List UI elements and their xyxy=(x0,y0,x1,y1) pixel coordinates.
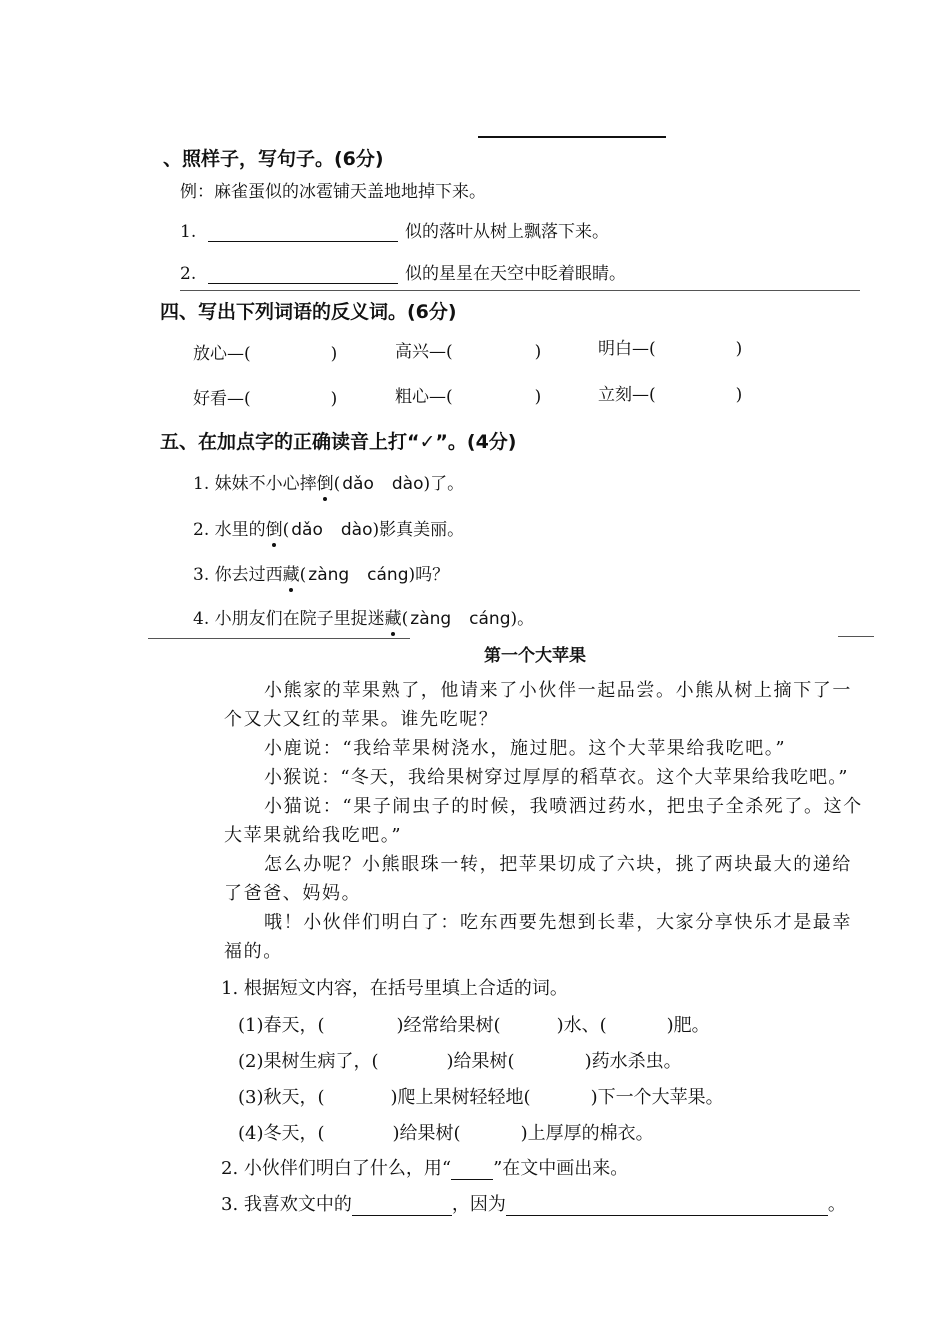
question-text: 3. 我喜欢文中的 xyxy=(221,1194,352,1215)
antonym-word: 粗心 xyxy=(395,387,429,407)
fill-text: (4)冬天，( xyxy=(238,1123,325,1144)
item-number: 2. xyxy=(180,264,197,284)
answer-blank[interactable] xyxy=(208,263,398,284)
question-3 xyxy=(221,1190,846,1216)
question-2 xyxy=(221,1154,628,1180)
fill-text: )上厚厚的棉衣。 xyxy=(520,1123,654,1144)
antonym-open: —( xyxy=(632,385,656,405)
dotted-character: 倒 xyxy=(266,515,283,540)
fill-text: )水、( xyxy=(556,1015,607,1036)
section3-item-2 xyxy=(180,259,626,284)
antonym-close: ) xyxy=(534,342,542,362)
section3-item-1 xyxy=(180,217,609,242)
pinyin-item-4 xyxy=(193,604,534,629)
top-rule xyxy=(478,136,666,138)
antonym-item-5 xyxy=(395,382,541,407)
sentence-start: 1. 妹妹不小心摔 xyxy=(193,474,317,494)
antonym-word: 立刻 xyxy=(598,385,632,405)
fill-text: )经常给果树( xyxy=(396,1015,501,1036)
paragraph-text: 怎么办呢？小熊眼珠一转，把苹果切成了六块，挑了两块最大的递给了爸爸、妈妈。 xyxy=(224,854,852,904)
question-1-item-4 xyxy=(238,1119,654,1145)
item-number: 1. xyxy=(180,222,197,242)
sentence-end: )。 xyxy=(510,609,535,629)
fill-text: )药水杀虫。 xyxy=(584,1051,682,1072)
paragraph-text: 小熊家的苹果熟了，他请来了小伙伴一起品尝。小熊从树上摘下了一个又大又红的苹果。谁先吃呢？ xyxy=(224,680,852,730)
question-text: ，因为 xyxy=(451,1194,506,1215)
dotted-character: 藏 xyxy=(283,560,300,585)
pinyin-item-1 xyxy=(193,469,464,494)
antonym-word: 高兴 xyxy=(395,342,429,362)
section3-title: 、照样子，写句子。(6分) xyxy=(163,148,384,170)
fill-text: )爬上果树轻轻地( xyxy=(390,1087,531,1108)
antonym-item-1 xyxy=(193,339,337,364)
antonym-close: ) xyxy=(735,339,743,359)
paren-open: ( xyxy=(333,474,341,494)
pinyin-item-2 xyxy=(193,515,464,540)
sentence-end: )了。 xyxy=(423,474,465,494)
pinyin-option[interactable]: dǎo xyxy=(291,520,323,540)
question-1-item-3 xyxy=(238,1083,724,1109)
dotted-character: 倒 xyxy=(317,469,334,494)
antonym-item-3 xyxy=(598,334,742,359)
question-1-item-1 xyxy=(238,1011,710,1037)
pinyin-option[interactable]: zàng xyxy=(308,565,350,585)
antonym-open: —( xyxy=(429,342,453,362)
antonym-close: ) xyxy=(534,387,542,407)
section5-title: 五、在加点字的正确读音上打“✓”。(4分) xyxy=(160,431,517,453)
story-paragraph-3 xyxy=(224,763,864,792)
fill-text: (2)果树生病了，( xyxy=(238,1051,379,1072)
question-text: ”在文中画出来。 xyxy=(493,1158,629,1179)
fill-text: )下一个大苹果。 xyxy=(590,1087,724,1108)
answer-blank[interactable] xyxy=(352,1195,452,1216)
paren-open: ( xyxy=(282,520,290,540)
antonym-item-4 xyxy=(193,384,337,409)
sentence-end: )吗？ xyxy=(408,565,450,585)
antonym-item-2 xyxy=(395,337,541,362)
question-1-item-2 xyxy=(238,1047,682,1073)
question-text: 。 xyxy=(827,1194,846,1215)
sentence-start: 3. 你去过西 xyxy=(193,565,283,585)
antonym-word: 放心 xyxy=(193,344,227,364)
antonym-item-6 xyxy=(598,380,742,405)
antonym-close: ) xyxy=(735,385,743,405)
answer-blank[interactable] xyxy=(208,221,398,242)
pinyin-option[interactable]: dào xyxy=(340,520,373,540)
section-divider xyxy=(180,290,860,291)
fill-text: )肥。 xyxy=(666,1015,710,1036)
story-paragraph-2 xyxy=(224,734,864,763)
story-divider-right xyxy=(838,636,874,637)
antonym-open: —( xyxy=(429,387,453,407)
question-text: 2. 小伙伴们明白了什么，用“ xyxy=(221,1158,452,1179)
paren-open: ( xyxy=(401,609,409,629)
story-paragraph-1 xyxy=(224,676,864,734)
antonym-word: 明白 xyxy=(598,339,632,359)
paragraph-text: 哦！小伙伴们明白了：吃东西要先想到长辈，大家分享快乐才是最幸福的。 xyxy=(224,912,852,962)
story-paragraph-6 xyxy=(224,908,864,966)
answer-blank[interactable] xyxy=(506,1195,828,1216)
pinyin-option[interactable]: cáng xyxy=(367,565,409,585)
pinyin-option[interactable]: cáng xyxy=(469,609,511,629)
sentence-start: 2. 水里的 xyxy=(193,520,266,540)
paragraph-text: 小鹿说：“我给苹果树浇水，施过肥。这个大苹果给我吃吧。” xyxy=(264,738,787,759)
fill-text: (1)春天，( xyxy=(238,1015,325,1036)
sentence-end: )影真美丽。 xyxy=(372,520,465,540)
section3-example: 例：麻雀蛋似的冰雹铺天盖地地掉下来。 xyxy=(180,182,486,202)
paren-open: ( xyxy=(299,565,307,585)
item-text: 似的星星在天空中眨着眼睛。 xyxy=(405,264,627,284)
fill-text: )给果树( xyxy=(392,1123,461,1144)
dotted-character: 藏 xyxy=(385,604,402,629)
antonym-close: ) xyxy=(330,344,338,364)
pinyin-option[interactable]: dǎo xyxy=(342,474,374,494)
antonym-open: —( xyxy=(227,344,251,364)
paragraph-text: 小猫说：“果子闹虫子的时候，我喷洒过药水，把虫子全杀死了。这个大苹果就给我吃吧。” xyxy=(224,796,863,846)
antonym-close: ) xyxy=(330,389,338,409)
pinyin-option[interactable]: dào xyxy=(391,474,424,494)
fill-text: )给果树( xyxy=(446,1051,515,1072)
pinyin-option[interactable]: zàng xyxy=(410,609,452,629)
story-divider-left xyxy=(148,638,410,639)
paragraph-text: 小猴说：“冬天，我给果树穿过厚厚的稻草衣。这个大苹果给我吃吧。” xyxy=(264,767,849,788)
question-1: 1. 根据短文内容，在括号里填上合适的词。 xyxy=(221,978,568,999)
antonym-open: —( xyxy=(227,389,251,409)
section4-title: 四、写出下列词语的反义词。(6分) xyxy=(160,301,457,323)
story-paragraph-4 xyxy=(224,792,864,850)
antonym-word: 好看 xyxy=(193,389,227,409)
story-paragraph-5 xyxy=(224,850,864,908)
underline-sample xyxy=(451,1161,493,1180)
antonym-open: —( xyxy=(632,339,656,359)
story-title: 第一个大苹果 xyxy=(484,646,586,666)
item-text: 似的落叶从树上飘落下来。 xyxy=(405,222,610,242)
sentence-start: 4. 小朋友们在院子里捉迷 xyxy=(193,609,385,629)
pinyin-item-3 xyxy=(193,560,449,585)
fill-text: (3)秋天，( xyxy=(238,1087,325,1108)
